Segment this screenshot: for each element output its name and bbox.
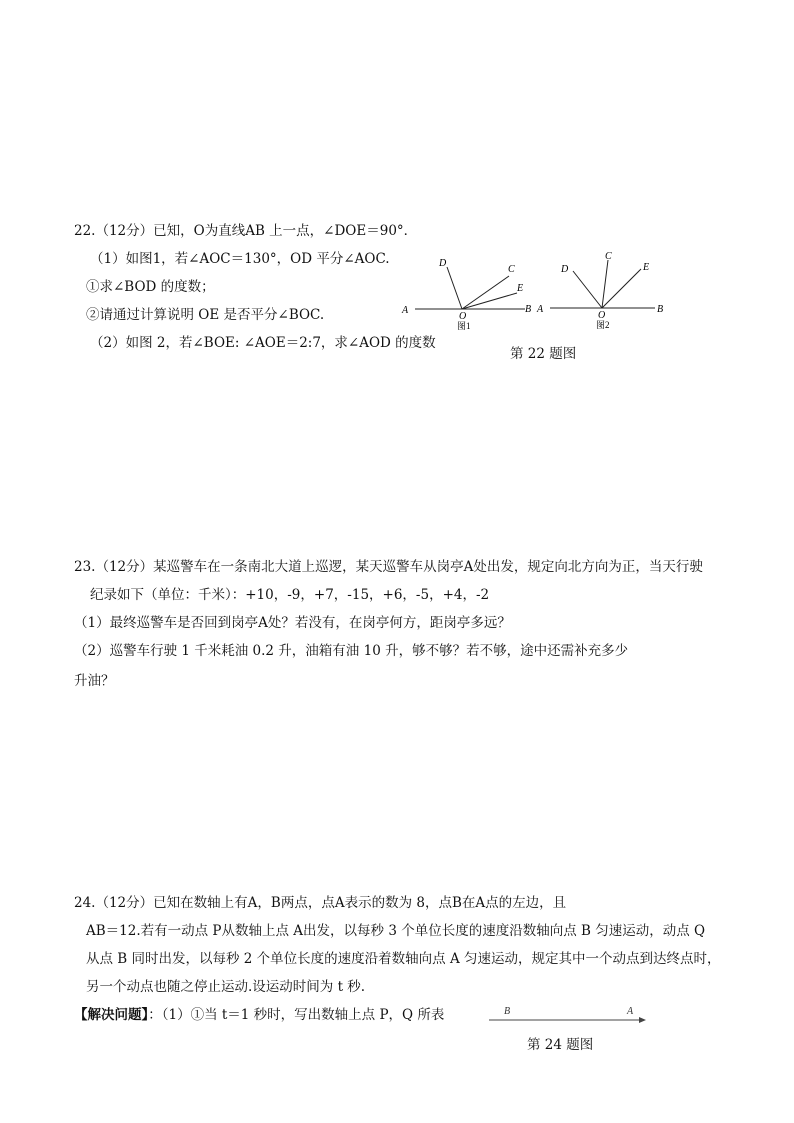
q23-part2: （2）巡警车行驶 1 千米耗油 0.2 升，油箱有油 10 升，够不够？若不够，途中还需补充多少 bbox=[74, 643, 629, 659]
q22-sub1: ①求∠BOD 的度数； bbox=[86, 279, 215, 295]
q24-number-line bbox=[484, 1002, 654, 1032]
q24-line5-text: ：（1）①当 t＝1 秒时，写出数轴上点 P，Q 所表 bbox=[148, 1007, 445, 1023]
fig2-label-B: B bbox=[657, 304, 664, 315]
q24-header: 24.（12分）已知在数轴上有A，B两点，点A表示的数为 8，点B在A点的左边，且 bbox=[74, 895, 567, 911]
q22-part2: （2）如图 2，若∠BOE: ∠AOE＝2:7，求∠AOD 的度数 bbox=[90, 335, 436, 351]
q22-fig1 bbox=[401, 258, 531, 331]
q24-line4: 另一个动点也随之停止运动.设运动时间为 t 秒. bbox=[86, 979, 366, 995]
fig2-label-D: D bbox=[561, 264, 569, 275]
q24-line5 bbox=[74, 1006, 444, 1024]
fig1-label-E: E bbox=[517, 283, 524, 294]
fig1-label-D: D bbox=[439, 258, 447, 269]
fig1-label-C: C bbox=[508, 264, 515, 275]
numline-label-B: B bbox=[504, 1006, 511, 1017]
fig1-label-A: A bbox=[402, 305, 409, 316]
fig1-caption: 图1 bbox=[457, 321, 471, 331]
fig2-label-C: C bbox=[605, 251, 612, 262]
q23-header: 23.（12分）某巡警车在一条南北大道上巡逻，某天巡警车从岗亭A处出发，规定向北方向为正，当天行驶 bbox=[74, 559, 703, 575]
numline-label-A: A bbox=[627, 1006, 634, 1017]
q24-line3: 从点 B 同时出发，以每秒 2 个单位长度的速度沿着数轴向点 A 匀速运动，规定其中一个动点到达终点时， bbox=[86, 951, 721, 967]
q22-part1: （1）如图1，若∠AOC＝130°，OD 平分∠AOC. bbox=[90, 251, 390, 267]
fig2-label-O: O bbox=[598, 310, 606, 321]
fig2-caption: 图2 bbox=[596, 320, 610, 330]
fig2-label-E: E bbox=[643, 262, 650, 273]
q22-fig2 bbox=[536, 251, 663, 330]
q23-part1: （1）最终巡警车是否回到岗亭A处？若没有，在岗亭何方，距岗亭多远？ bbox=[74, 615, 511, 631]
q23-part2-cont: 升油？ bbox=[74, 673, 115, 689]
q22-sub2: ②请通过计算说明 OE 是否平分∠BOC. bbox=[86, 307, 325, 323]
q24-line2: AB＝12.若有一动点 P从数轴上点 A出发，以每秒 3 个单位长度的速度沿数轴向点 B 匀速运动，动点 Q bbox=[86, 923, 706, 939]
fig2-label-A: A bbox=[537, 304, 544, 315]
q22-header: 22.（12分）已知，O为直线AB 上一点，∠DOE＝90°． bbox=[74, 223, 418, 239]
q24-figure-caption: 第 24 题图 bbox=[527, 1037, 594, 1053]
fig1-label-O: O bbox=[459, 311, 467, 322]
q22-figure bbox=[395, 250, 695, 340]
fig1-label-B: B bbox=[525, 304, 532, 315]
solve-problem-label: 【解决问题】 bbox=[74, 1007, 149, 1023]
q22-figure-caption: 第 22 题图 bbox=[510, 346, 577, 362]
q23-record: 纪录如下（单位：千米）：+10，-9，+7，-15，+6，-5，+4，-2 bbox=[90, 587, 490, 603]
